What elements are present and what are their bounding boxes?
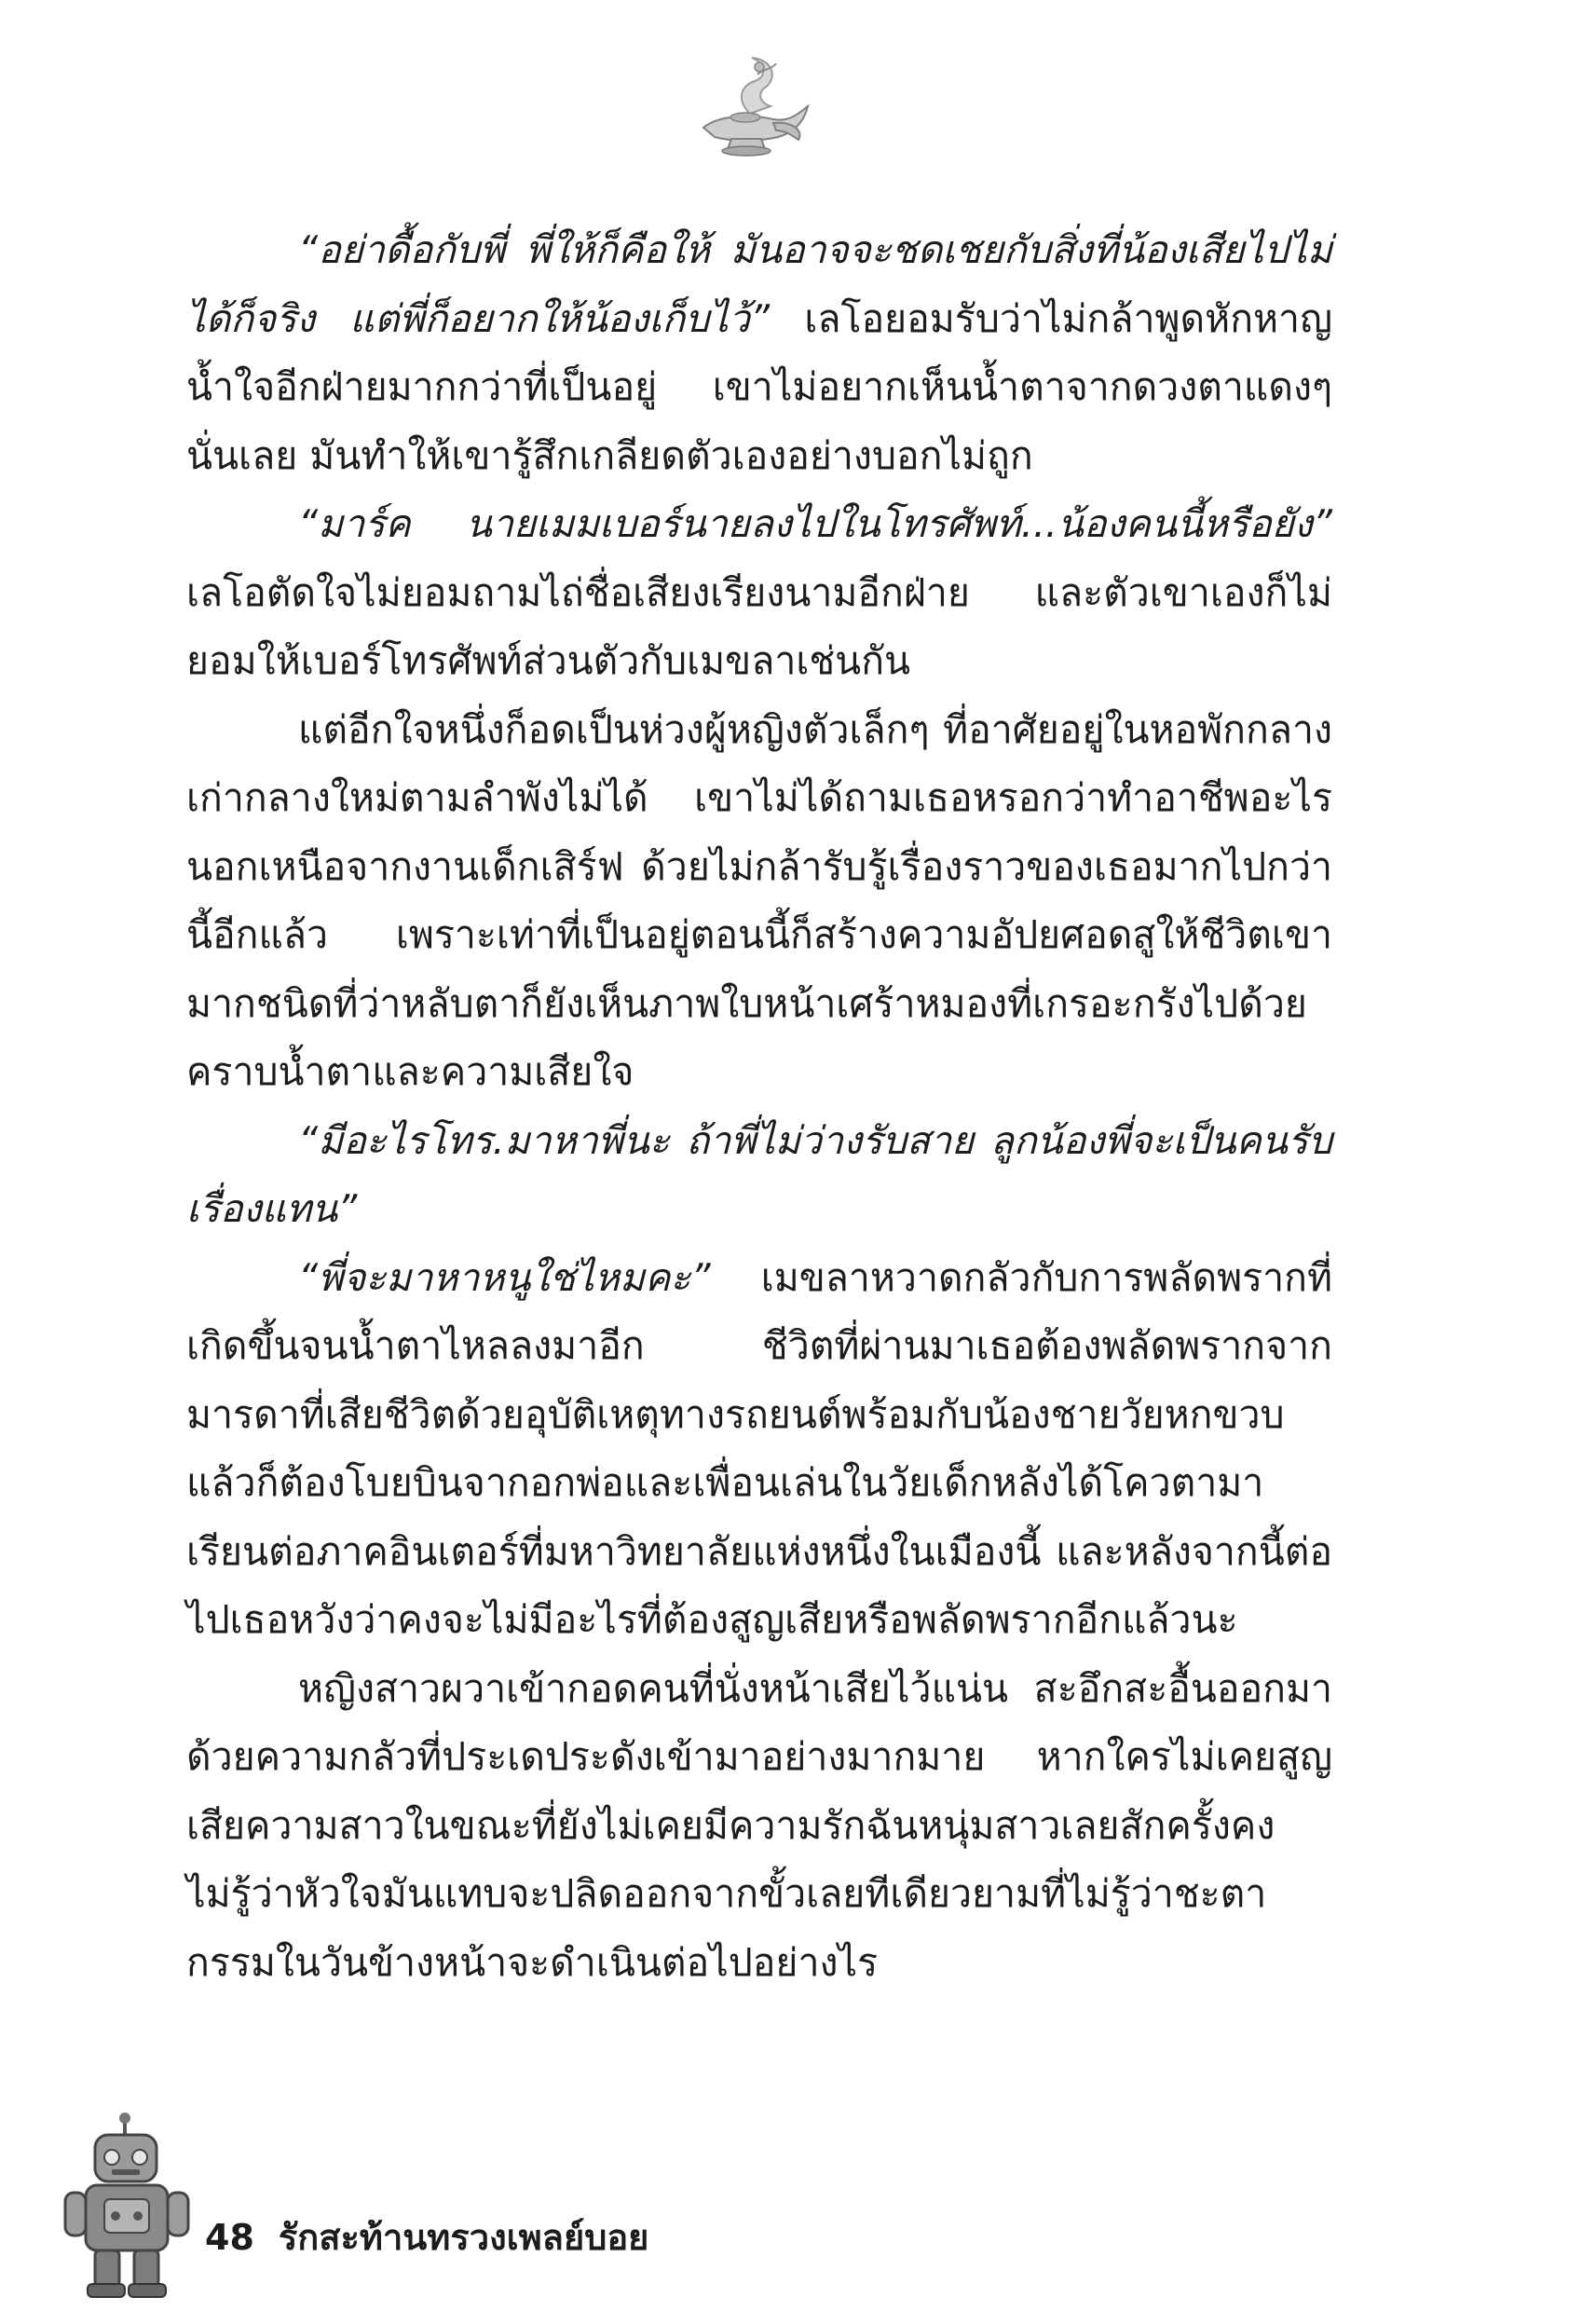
narration-text: เลโอตัดใจไม่ยอมถามไถ่ชื่อเสียงเรียงนามอีกฝ่าย และตัวเขาเองก็ไม่ยอมให้เบอร์โทรศัพท์ส่วนตัวกับเมขลาเช่นกัน bbox=[186, 569, 1332, 683]
paragraph bbox=[186, 216, 1332, 490]
dialogue-text: “มาร์ค นายเมมเบอร์นายลงไปในโทรศัพท์...น้องคนนี้หรือยัง” bbox=[298, 501, 1332, 546]
book-title: รักสะท้านทรวงเพลย์บอย bbox=[278, 2217, 649, 2258]
narration-text: เลโอยอมรับว่าไม่กล้าพูดหักหาญน้ำใจอีกฝ่ายมากกว่าที่เป็นอยู่ เขาไม่อยากเห็นน้ำตาจากดวงตาแดงๆ นั่นเลย มันทำให้เขารู้สึกเกลียดตัวเองอย่างบอกไม่ถูก bbox=[186, 295, 1332, 478]
page-footer bbox=[205, 2208, 648, 2265]
page-number: 48 bbox=[205, 2217, 254, 2258]
paragraph bbox=[186, 1244, 1332, 1655]
paragraph bbox=[186, 1107, 1332, 1244]
robot-icon bbox=[58, 2111, 198, 2302]
paragraph bbox=[186, 490, 1332, 696]
magic-lamp-genie-icon bbox=[685, 48, 825, 165]
body-text bbox=[186, 216, 1332, 1997]
dialogue-text: “อย่าดื้อกับพี่ พี่ให้ก็คือให้ มันอาจจะชดเชยกับสิ่งที่น้องเสียไปไม่ได้ก็จริง แต่พี่ก็อยากให้น้องเก็บไว้” bbox=[186, 227, 1332, 341]
paragraph bbox=[186, 1655, 1332, 1998]
narration-text: เมขลาหวาดกลัวกับการพลัดพรากที่เกิดขึ้นจนน้ำตาไหลลงมาอีก ชีวิตที่ผ่านมาเธอต้องพลัดพรากจากมารดาที่เสียชีวิตด้วยอุบัติเหตุทางรถยนต์พร้อมกับน้องชายวัยหกขวบ แล้วก็ต้องโบยบินจากอกพ่อและเพื่อนเล่นในวัยเด็กหลังได้โควตามาเรียนต่อภาคอินเตอร์ที่มหาวิทยาลัยแห่งหนึ่งในเมืองนี้ และหลังจากนี้ต่อไปเธอหวังว่าคงจะไม่มีอะไรที่ต้องสูญเสียหรือพลัดพรากอีกแล้วนะ bbox=[186, 1254, 1332, 1642]
dialogue-text: “มีอะไรโทร.มาหาพี่นะ ถ้าพี่ไม่ว่างรับสาย ลูกน้องพี่จะเป็นคนรับเรื่องแทน” bbox=[186, 1117, 1332, 1231]
paragraph bbox=[186, 696, 1332, 1107]
dialogue-text: “พี่จะมาหาหนูใช่ไหมคะ” bbox=[298, 1254, 711, 1300]
narration-text: หญิงสาวผวาเข้ากอดคนที่นั่งหน้าเสียไว้แน่น สะอึกสะอื้นออกมาด้วยความกลัวที่ประเดประดังเข้ามาอย่างมากมาย หากใครไม่เคยสูญเสียความสาวในขณะที่ยังไม่เคยมีความรักฉันหนุ่มสาวเลยสักครั้งคงไม่รู้ว่าหัวใจมันแทบจะปลิดออกจากขั้วเลยทีเดียวยามที่ไม่รู้ว่าชะตากรรมในวันข้างหน้าจะดำเนินต่อไปอย่างไร bbox=[186, 1665, 1332, 1985]
narration-text: แต่อีกใจหนึ่งก็อดเป็นห่วงผู้หญิงตัวเล็กๆ ที่อาศัยอยู่ในหอพักกลางเก่ากลางใหม่ตามลำพังไม่ได้ เขาไม่ได้ถามเธอหรอกว่าทำอาชีพอะไรนอกเหนือจากงานเด็กเสิร์ฟ ด้วยไม่กล้ารับรู้เรื่องราวของเธอมากไปกว่านี้อีกแล้ว เพราะเท่าที่เป็นอยู่ตอนนี้ก็สร้างความอัปยศอดสูให้ชีวิตเขามากชนิดที่ว่าหลับตาก็ยังเห็นภาพใบหน้าเศร้าหมองที่เกรอะกรังไปด้วยคราบน้ำตาและความเสียใจ bbox=[186, 706, 1332, 1094]
